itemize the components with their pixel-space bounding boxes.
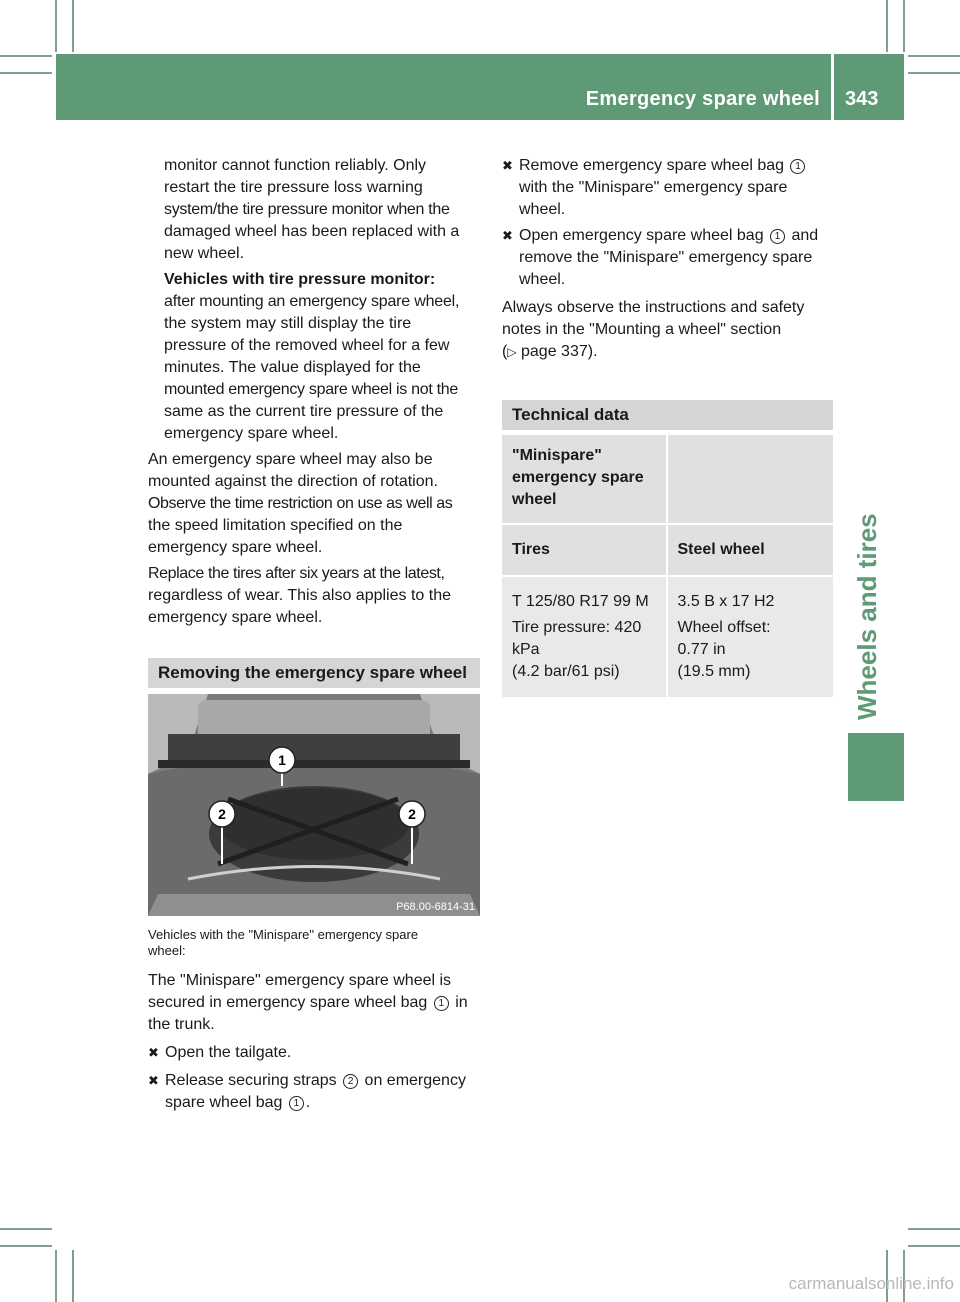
crop-mark — [0, 72, 52, 74]
crop-mark — [908, 72, 960, 74]
crop-mark — [72, 0, 74, 52]
trunk-figure — [148, 694, 480, 916]
step-text: Open emergency spare wheel bag 1 and — [519, 227, 819, 244]
column-header: Steel wheel — [668, 523, 834, 575]
table-column-header-row — [502, 523, 833, 575]
table-header-row — [502, 435, 833, 523]
text-line: mounted against the direction of rotation. — [148, 473, 438, 490]
callout-ref: 1 — [434, 996, 449, 1011]
step-item — [502, 155, 837, 221]
table-cell: T 125/80 R17 99 M Tire pressure: 420 kPa (4.2 bar/61 psi) — [502, 575, 668, 697]
text-line: mounted emergency spare wheel is not the — [164, 381, 458, 398]
paragraph — [148, 449, 488, 559]
caption-line: Vehicles with the "Minispare" emergency spare — [148, 927, 419, 942]
section-heading-technical-data: Technical data — [502, 400, 833, 430]
table-header-cell: "Minispare" emergency spare wheel — [502, 435, 668, 523]
text-line: the system may still display the tire — [164, 315, 412, 332]
crop-mark — [0, 55, 52, 57]
table-cell: 3.5 B x 17 H2 Wheel offset: 0.77 in (19.5 mm) — [668, 575, 834, 697]
text-line: monitor cannot function reliably. Only — [164, 157, 427, 174]
technical-data-table — [502, 435, 833, 697]
text-line: after mounting an emergency spare wheel, — [164, 293, 460, 310]
text-line: the trunk. — [148, 1016, 215, 1033]
text-line: damaged wheel has been replaced with a — [164, 223, 460, 240]
text-line: regardless of wear. This also applies to the — [148, 587, 451, 604]
text-line: Observe the time restriction on use as well as — [148, 495, 453, 512]
step-arrow-icon: ✖ — [502, 228, 513, 243]
step-text: remove the "Minispare" emergency spare — [519, 249, 813, 266]
figure-code: P68.00-6814-31 — [396, 901, 475, 913]
text-line: notes in the "Mounting a wheel" section — [502, 321, 782, 338]
paragraph — [148, 269, 488, 445]
text-line: minutes. The value displayed for the — [164, 359, 421, 376]
callout-2-label: 2 — [218, 806, 226, 822]
text-line: emergency spare wheel. — [148, 539, 323, 556]
section-heading-removing: Removing the emergency spare wheel — [148, 658, 480, 688]
step-text: Open the tailgate. — [165, 1044, 292, 1061]
text-line: Replace the tires after six years at the latest, — [148, 565, 445, 582]
step-text: with the "Minispare" emergency spare — [519, 179, 788, 196]
text-line: the speed limitation specified on the — [148, 517, 403, 534]
column-header: Tires — [502, 523, 668, 575]
paragraph-heading: Vehicles with tire pressure monitor: — [164, 271, 436, 288]
step-arrow-icon: ✖ — [502, 158, 513, 173]
crop-mark — [908, 1245, 960, 1247]
callout-ref: 2 — [343, 1074, 358, 1089]
page-ref-arrow-icon: ▷ — [507, 345, 517, 359]
text-line: system/the tire pressure monitor when the — [164, 201, 450, 218]
step-item — [502, 225, 837, 291]
callout-1-label: 1 — [278, 752, 286, 768]
crop-mark — [903, 0, 905, 52]
left-column — [148, 155, 488, 629]
callout-ref: 1 — [770, 229, 785, 244]
table-header-cell — [668, 435, 834, 523]
crop-mark — [55, 0, 57, 52]
text-line: The "Minispare" emergency spare wheel is — [148, 972, 452, 989]
side-tab-label: Wheels and tires — [852, 513, 882, 720]
crop-mark — [72, 1250, 74, 1302]
crop-mark — [0, 1245, 52, 1247]
step-text: wheel. — [519, 271, 566, 288]
step-text: spare wheel bag 1 . — [165, 1094, 311, 1111]
step-text: Release securing straps 2 on emergency — [165, 1072, 466, 1089]
left-column-lower — [148, 970, 488, 1114]
step-item — [148, 1070, 488, 1114]
text-line: Always observe the instructions and safety — [502, 299, 805, 316]
text-line: An emergency spare wheel may also be — [148, 451, 433, 468]
paragraph — [148, 563, 488, 629]
watermark: carmanualsonline.info — [788, 1274, 954, 1293]
callout-2-label: 2 — [408, 806, 416, 822]
side-tab-block — [848, 733, 904, 801]
table-row — [502, 575, 833, 697]
step-text: Remove emergency spare wheel bag 1 — [519, 155, 837, 177]
text-line: emergency spare wheel. — [148, 609, 323, 626]
step-arrow-icon: ✖ — [148, 1045, 159, 1060]
header-separator — [831, 54, 834, 120]
crop-mark — [0, 1228, 52, 1230]
text-line: same as the current tire pressure of the — [164, 403, 444, 420]
callout-ref: 1 — [790, 159, 805, 174]
text-line: pressure of the removed wheel for a few — [164, 337, 450, 354]
right-column — [502, 155, 837, 363]
crop-mark — [55, 1250, 57, 1302]
step-text: wheel. — [519, 201, 566, 218]
page-title: Emergency spare wheel — [585, 88, 820, 110]
step-arrow-icon: ✖ — [148, 1073, 159, 1088]
crop-mark — [886, 0, 888, 52]
text-line: secured in emergency spare wheel bag 1 in — [148, 994, 468, 1011]
paragraph — [148, 155, 488, 265]
caption-line: wheel: — [148, 943, 186, 958]
crop-mark — [908, 1228, 960, 1230]
step-item — [148, 1042, 488, 1064]
trunk-illustration — [148, 694, 480, 916]
page-reference[interactable]: (▷ page 337). — [502, 343, 598, 360]
text-line: restart the tire pressure loss warning — [164, 179, 423, 196]
page-number: 343 — [845, 88, 879, 110]
figure-caption — [148, 927, 478, 959]
text-line: emergency spare wheel. — [164, 425, 339, 442]
callout-ref: 1 — [289, 1096, 304, 1111]
note-paragraph — [502, 297, 837, 363]
crop-mark — [908, 55, 960, 57]
text-line: new wheel. — [164, 245, 245, 262]
